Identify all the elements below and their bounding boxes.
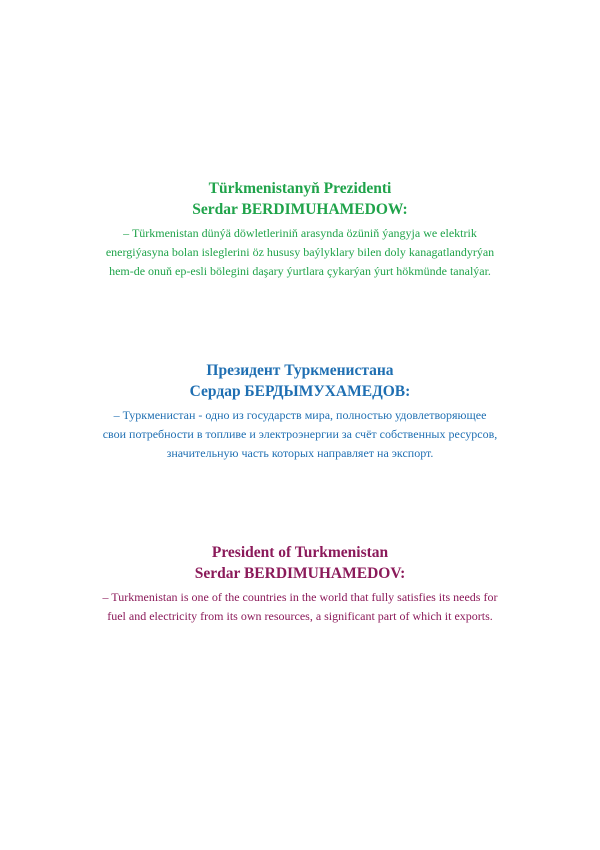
quote-line: – Turkmenistan is one of the countries in the world that fully satisfies its needs for — [102, 590, 498, 604]
quote-line: hem-de onuň ep-esli bölegini daşary ýurtlara çykarýan ýurt hökmünde tanalýar. — [109, 264, 491, 278]
heading-english — [0, 542, 600, 584]
heading-line-1: President of Turkmenistan — [211, 544, 389, 561]
quote-line: – Türkmenistan dünýä döwletleriniň arasynda özüniň ýangyja we elektrik — [123, 226, 477, 240]
statement-english — [0, 542, 600, 626]
quote-line: fuel and electricity from its own resources, a significant part of which it exports. — [107, 609, 493, 623]
quote-line: свои потребности в топливе и электроэнергии за счёт собственных ресурсов, — [102, 427, 498, 441]
heading-line-1: Президент Туркменистана — [206, 362, 394, 379]
heading-line-2: Сердар БЕРДЫМУХАМЕДОВ: — [189, 383, 411, 400]
quote-english — [0, 588, 600, 626]
quote-line: значительную часть которых направляет на экспорт. — [166, 446, 434, 460]
heading-line-2: Serdar BERDIMUHAMEDOV: — [194, 565, 406, 582]
statement-russian — [0, 360, 600, 463]
quote-line: energiýasyna bolan isleglerini öz hususy baýlyklary bilen doly kanagatlandyrýan — [105, 245, 495, 259]
quote-line: – Туркменистан - одно из государств мира, полностью удовлетворяющее — [113, 408, 487, 422]
quote-russian — [0, 406, 600, 463]
heading-line-1: Türkmenistanyň Prezidenti — [208, 180, 392, 197]
heading-russian — [0, 360, 600, 402]
statement-turkmen — [0, 178, 600, 281]
heading-turkmen — [0, 178, 600, 220]
heading-line-2: Serdar BERDIMUHAMEDOW: — [192, 201, 408, 218]
quote-turkmen — [0, 224, 600, 281]
